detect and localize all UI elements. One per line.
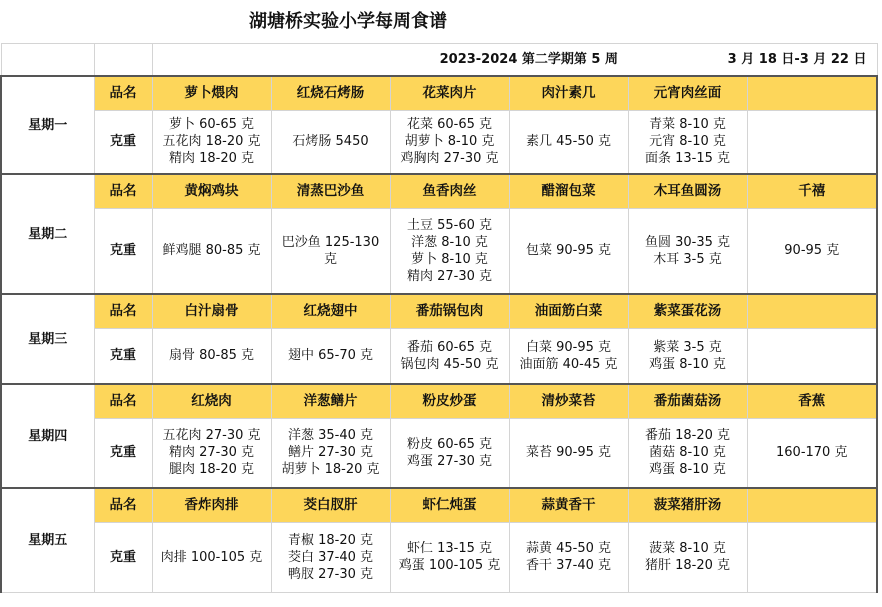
dish-name: 萝卜煨肉 xyxy=(152,76,271,110)
dish-name: 肉汁素几 xyxy=(509,76,628,110)
ingredient-weight: 虾仁 13-15 克 xyxy=(406,541,493,556)
ingredient-weight: 胡萝卜 18-20 克 xyxy=(281,462,380,478)
dish-weights xyxy=(628,418,747,488)
ingredient-weight: 木耳 3-5 克 xyxy=(653,251,722,267)
ingredient-weight: 蒜黄 45-50 克 xyxy=(525,541,612,556)
dish-name: 千禧 xyxy=(747,174,877,208)
ingredient-weight: 160-170 克 xyxy=(776,445,848,461)
dish-weights xyxy=(271,110,390,174)
dish-name: 元宵肉丝面 xyxy=(628,76,747,110)
dish-weights xyxy=(390,522,509,592)
dish-weights xyxy=(271,522,390,592)
dish-weight-row xyxy=(1,522,877,592)
dish-name: 红烧翅中 xyxy=(271,294,390,328)
dish-weight-row xyxy=(1,418,877,488)
dish-name: 清炒菜苔 xyxy=(509,384,628,418)
ingredient-weight: 元宵 8-10 克 xyxy=(649,134,726,150)
dish-weights xyxy=(509,208,628,294)
dish-name: 洋葱鳝片 xyxy=(271,384,390,418)
ingredient-weight: 萝卜 60-65 克 xyxy=(168,117,255,133)
ingredient-weight: 土豆 55-60 克 xyxy=(406,217,493,233)
blank-cell xyxy=(94,43,152,76)
ingredient-weight: 精肉 27-30 克 xyxy=(168,445,255,461)
dish-name xyxy=(747,76,877,110)
dish-weight-row xyxy=(1,208,877,294)
dish-weights xyxy=(390,418,509,488)
dish-weights xyxy=(152,110,271,174)
ingredient-weight: 扇骨 80-85 克 xyxy=(168,348,255,364)
dish-name-row xyxy=(1,488,877,522)
ingredient-weight: 五花肉 27-30 克 xyxy=(162,428,261,444)
dish-weights xyxy=(509,328,628,384)
row-label-name: 品名 xyxy=(94,384,152,418)
dish-name: 番茄锅包肉 xyxy=(390,294,509,328)
ingredient-weight: 锅包肉 45-50 克 xyxy=(400,356,499,372)
row-label-name: 品名 xyxy=(94,76,152,110)
ingredient-weight: 石烤肠 5450 xyxy=(292,134,369,150)
dish-weights xyxy=(509,418,628,488)
ingredient-weight: 素几 45-50 克 xyxy=(525,134,612,150)
dish-weights xyxy=(747,522,877,592)
row-label-name: 品名 xyxy=(94,174,152,208)
blank-cell xyxy=(1,43,94,76)
dish-weights xyxy=(390,208,509,294)
ingredient-weight: 白菜 90-95 克 xyxy=(525,339,612,355)
ingredient-weight: 番茄 18-20 克 xyxy=(644,428,731,444)
ingredient-weight: 鸡蛋 8-10 克 xyxy=(649,356,726,372)
ingredient-weight: 油面筋 40-45 克 xyxy=(519,356,618,372)
date-range: 3 月 18 日-3 月 22 日 xyxy=(628,43,877,76)
ingredient-weight: 翅中 65-70 克 xyxy=(287,348,374,364)
day-label: 星期二 xyxy=(1,174,94,294)
row-label-weight: 克重 xyxy=(94,418,152,488)
ingredient-weight: 菠菜 8-10 克 xyxy=(649,541,726,556)
ingredient-weight: 洋葱 35-40 克 xyxy=(287,428,374,444)
dish-weights xyxy=(271,328,390,384)
menu-title: 湖塘桥实验小学每周食谱 xyxy=(1,0,877,43)
ingredient-weight: 胡萝卜 8-10 克 xyxy=(404,134,495,150)
ingredient-weight: 鸭肞 27-30 克 xyxy=(287,566,374,582)
ingredient-weight: 鸡蛋 8-10 克 xyxy=(649,462,726,478)
dish-weights xyxy=(271,418,390,488)
ingredient-weight: 洋葱 8-10 克 xyxy=(411,234,488,250)
dish-weights xyxy=(747,208,877,294)
dish-weight-row xyxy=(1,110,877,174)
ingredient-weight: 鸡蛋 100-105 克 xyxy=(398,558,501,573)
ingredient-weight: 克 xyxy=(323,251,337,267)
dish-name: 清蒸巴沙鱼 xyxy=(271,174,390,208)
dish-name-row xyxy=(1,76,877,110)
ingredient-weight: 青菜 8-10 克 xyxy=(649,117,726,133)
ingredient-weight: 精肉 18-20 克 xyxy=(168,151,255,167)
ingredient-weight: 鱼圆 30-35 克 xyxy=(644,234,731,250)
ingredient-weight: 面条 13-15 克 xyxy=(644,151,731,167)
dish-name: 香炸肉排 xyxy=(152,488,271,522)
day-label: 星期五 xyxy=(1,488,94,592)
semester-week: 2023-2024 第二学期第 5 周 xyxy=(152,43,628,76)
dish-weights xyxy=(390,110,509,174)
ingredient-weight: 精肉 27-30 克 xyxy=(406,268,493,284)
dish-weights xyxy=(747,110,877,174)
dish-weights xyxy=(628,328,747,384)
menu-body xyxy=(1,76,877,592)
dish-name xyxy=(747,488,877,522)
ingredient-weight: 茭白 37-40 克 xyxy=(287,549,374,565)
dish-name: 红烧石烤肠 xyxy=(271,76,390,110)
dish-name: 虾仁炖蛋 xyxy=(390,488,509,522)
ingredient-weight: 鸡蛋 27-30 克 xyxy=(406,453,493,469)
dish-weights xyxy=(152,208,271,294)
ingredient-weight: 青椒 18-20 克 xyxy=(287,532,374,548)
ingredient-weight: 萝卜 8-10 克 xyxy=(411,251,488,267)
ingredient-weight: 猪肝 18-20 克 xyxy=(644,558,731,573)
ingredient-weight: 鲜鸡腿 80-85 克 xyxy=(162,243,261,259)
ingredient-weight: 番茄 60-65 克 xyxy=(406,339,493,355)
dish-weights xyxy=(747,418,877,488)
dish-name xyxy=(747,294,877,328)
dish-weights xyxy=(628,110,747,174)
dish-weights xyxy=(152,418,271,488)
row-label-name: 品名 xyxy=(94,488,152,522)
ingredient-weight: 菌菇 8-10 克 xyxy=(649,445,726,461)
row-label-weight: 克重 xyxy=(94,328,152,384)
ingredient-weight: 腿肉 18-20 克 xyxy=(168,462,255,478)
dish-name: 白汁扇骨 xyxy=(152,294,271,328)
row-label-weight: 克重 xyxy=(94,522,152,592)
dish-weights xyxy=(509,522,628,592)
dish-name: 蒜黄香干 xyxy=(509,488,628,522)
dish-name: 油面筋白菜 xyxy=(509,294,628,328)
dish-weights xyxy=(390,328,509,384)
dish-weights xyxy=(747,328,877,384)
dish-name: 番茄菌菇汤 xyxy=(628,384,747,418)
ingredient-weight: 包菜 90-95 克 xyxy=(525,243,612,259)
dish-name: 黄焖鸡块 xyxy=(152,174,271,208)
dish-name: 醋溜包菜 xyxy=(509,174,628,208)
ingredient-weight: 粉皮 60-65 克 xyxy=(406,436,493,452)
row-label-name: 品名 xyxy=(94,294,152,328)
dish-weights xyxy=(509,110,628,174)
dish-name: 菠菜猪肝汤 xyxy=(628,488,747,522)
ingredient-weight: 菜苔 90-95 克 xyxy=(525,445,612,461)
ingredient-weight: 鸡胸肉 27-30 克 xyxy=(400,151,499,167)
dish-name-row xyxy=(1,384,877,418)
ingredient-weight: 五花肉 18-20 克 xyxy=(162,134,261,150)
dish-weight-row xyxy=(1,328,877,384)
dish-name: 鱼香肉丝 xyxy=(390,174,509,208)
ingredient-weight: 香干 37-40 克 xyxy=(525,558,612,573)
dish-weights xyxy=(628,208,747,294)
dish-weights xyxy=(152,522,271,592)
dish-name: 香蕉 xyxy=(747,384,877,418)
ingredient-weight: 巴沙鱼 125-130 xyxy=(281,234,380,250)
day-label: 星期四 xyxy=(1,384,94,488)
dish-name-row xyxy=(1,174,877,208)
ingredient-weight: 鳝片 27-30 克 xyxy=(287,445,374,461)
ingredient-weight: 花菜 60-65 克 xyxy=(406,117,493,133)
ingredient-weight: 90-95 克 xyxy=(784,243,840,259)
dish-name: 花菜肉片 xyxy=(390,76,509,110)
day-label: 星期三 xyxy=(1,294,94,384)
dish-name-row xyxy=(1,294,877,328)
row-label-weight: 克重 xyxy=(94,208,152,294)
dish-name: 木耳鱼圆汤 xyxy=(628,174,747,208)
day-label: 星期一 xyxy=(1,76,94,174)
row-label-weight: 克重 xyxy=(94,110,152,174)
dish-name: 茭白肞肝 xyxy=(271,488,390,522)
ingredient-weight: 紫菜 3-5 克 xyxy=(653,339,722,355)
dish-name: 紫菜蛋花汤 xyxy=(628,294,747,328)
ingredient-weight: 肉排 100-105 克 xyxy=(160,549,263,565)
dish-name: 红烧肉 xyxy=(152,384,271,418)
dish-name: 粉皮炒蛋 xyxy=(390,384,509,418)
dish-weights xyxy=(152,328,271,384)
dish-weights xyxy=(271,208,390,294)
dish-weights xyxy=(628,522,747,592)
